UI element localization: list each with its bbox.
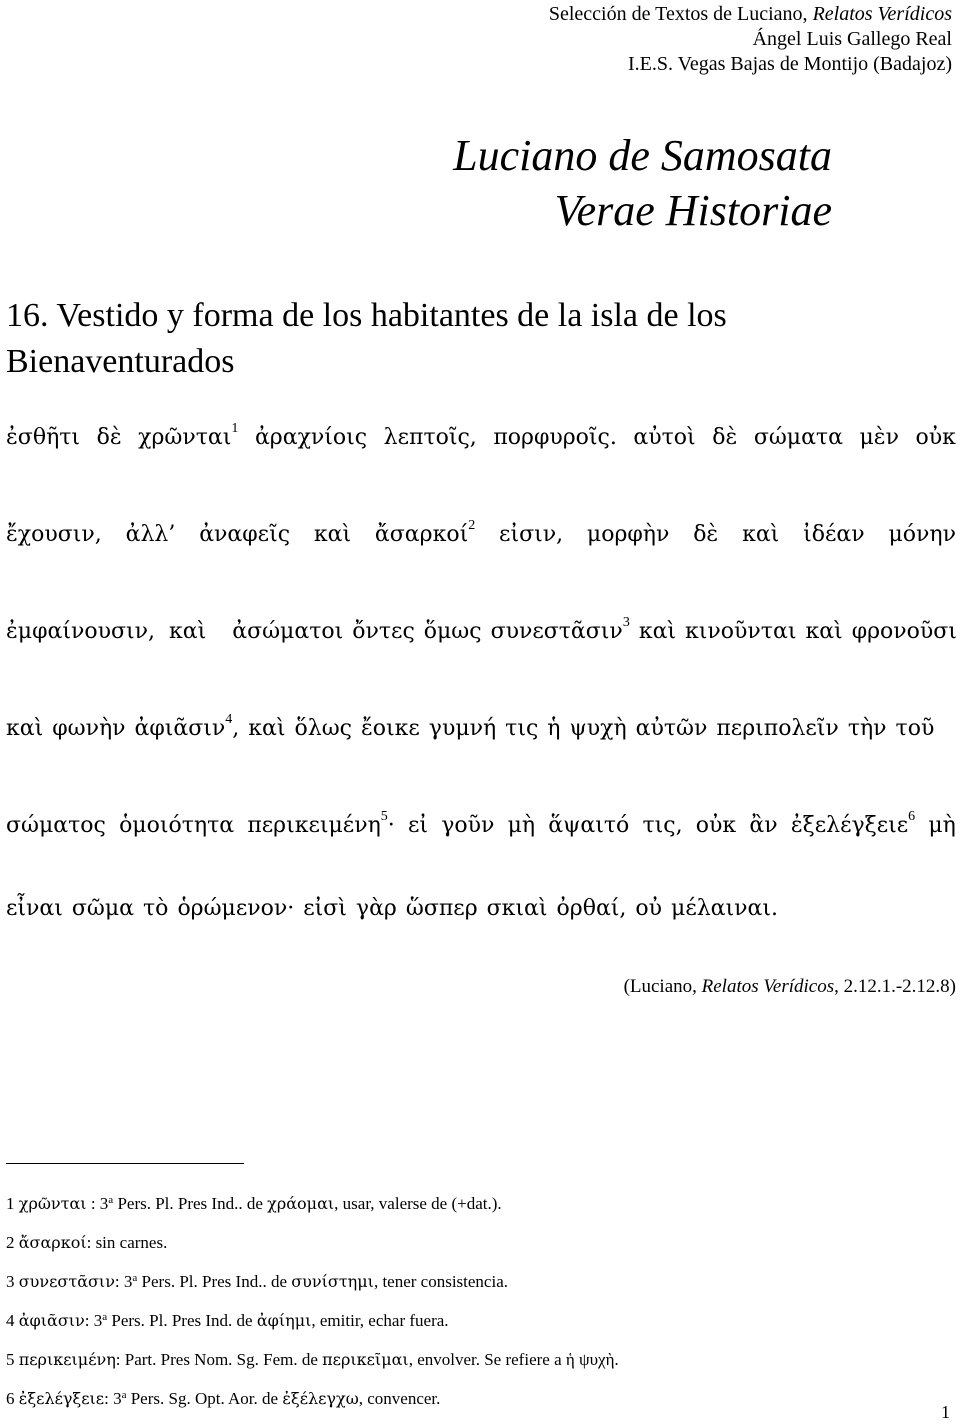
greek-word: σώματος xyxy=(6,813,106,838)
greek-word: καὶ xyxy=(6,716,44,741)
greek-word: ὁμοιότητα xyxy=(119,813,235,838)
footnote-text: , tener consistencia. xyxy=(373,1272,508,1291)
greek-line-1 xyxy=(6,421,956,450)
footnote-ref-3[interactable]: 3 xyxy=(622,615,630,630)
footnote-ordinal: a xyxy=(102,1311,108,1323)
greek-word: ἰδέαν xyxy=(803,522,865,547)
greek-word: εἰ xyxy=(407,813,428,838)
greek-word: μέλαιναι. xyxy=(671,896,779,921)
greek-word xyxy=(134,712,233,741)
greek-word: ἀσώματοι xyxy=(232,619,344,644)
greek-word: οὐκ xyxy=(915,425,956,450)
footnote-ordinal: a xyxy=(132,1272,138,1284)
footnote-1 xyxy=(6,1184,619,1223)
greek-word: ἀραχνίοις xyxy=(254,425,368,450)
greek-word: αὐτῶν xyxy=(635,716,708,741)
title-work: Verae Historiae xyxy=(554,186,832,235)
greek-word: δὲ xyxy=(712,425,738,450)
footnote-term: συνεστᾶσιν xyxy=(18,1272,115,1291)
header-italic-title: Relatos Verídicos xyxy=(812,3,952,25)
greek-word: εἰσιν, xyxy=(499,522,564,547)
footnote-ref-2[interactable]: 2 xyxy=(468,518,476,533)
citation-prefix: (Luciano, xyxy=(623,976,702,997)
footnote-6 xyxy=(6,1379,619,1418)
greek-word: ἅψαιτό xyxy=(548,813,630,838)
citation-reference: , 2.12.1.-2.12.8) xyxy=(834,976,956,997)
footnote-5 xyxy=(6,1340,619,1379)
footnote-text: Pers. Sg. Opt. Aor. de xyxy=(126,1389,283,1408)
greek-word: σῶμα xyxy=(71,896,135,921)
footnote-3 xyxy=(6,1262,619,1301)
footnote-text: : Part. Pres Nom. Sg. Fem. de xyxy=(115,1350,323,1369)
greek-word: εἰσὶ xyxy=(303,896,347,921)
footnote-text: Pers. Pl. Pres Ind.. de xyxy=(113,1194,268,1213)
footnote-lemma: ἀφίημι xyxy=(256,1311,312,1330)
greek-word: τοῦ xyxy=(895,716,935,741)
footnote-number: 6 xyxy=(6,1389,15,1408)
citation-work-title: Relatos Verídicos xyxy=(701,976,835,997)
greek-word: τὸ xyxy=(143,896,169,921)
greek-word: ὀρθαί, xyxy=(556,896,627,921)
greek-word: πορφυροῖς. xyxy=(493,425,617,450)
footnote-text: : 3 xyxy=(86,1194,109,1213)
greek-word-text: χρῶνται xyxy=(138,425,232,450)
greek-word: ὥσπερ xyxy=(405,896,478,921)
greek-word xyxy=(790,809,916,838)
greek-word xyxy=(247,809,395,838)
footnote-text: , convencer. xyxy=(358,1389,441,1408)
greek-word-text: περικειμένη xyxy=(247,813,381,838)
footnote-term: χρῶνται xyxy=(18,1194,87,1213)
greek-word: σώματα xyxy=(753,425,843,450)
greek-word: μὴ xyxy=(507,813,536,838)
greek-word: ἂν xyxy=(749,813,778,838)
footnote-text: , emitir, echar fuera. xyxy=(311,1311,449,1330)
greek-word: ὅμως xyxy=(423,619,482,644)
greek-word: οὐκ xyxy=(695,813,737,838)
greek-word xyxy=(374,518,476,547)
greek-word: γοῦν xyxy=(441,813,495,838)
greek-word: καὶ xyxy=(248,716,286,741)
greek-word: ἐμφαίνουσιν, xyxy=(6,619,155,644)
header-author: Ángel Luis Gallego Real xyxy=(752,28,952,50)
footnote-number: 3 xyxy=(6,1272,15,1291)
greek-word: ὁρώμενον· xyxy=(177,896,295,921)
footnote-text: : 3 xyxy=(114,1272,133,1291)
greek-word-text: ἀφιᾶσιν xyxy=(134,716,226,741)
greek-word: ἀναφεῖς xyxy=(199,522,291,547)
footnote-text: , usar, valerse de (+dat.). xyxy=(334,1194,502,1213)
footnotes-list xyxy=(6,1184,619,1418)
greek-word: καὶ xyxy=(805,619,843,644)
footnote-text: : 3 xyxy=(84,1311,103,1330)
greek-word: περιπολεῖν xyxy=(716,716,839,741)
footnote-term: ἐξελέγξειε xyxy=(18,1389,105,1408)
greek-word: ψυχὴ xyxy=(569,716,627,741)
greek-word: καὶ xyxy=(638,619,677,644)
footnote-lemma: συνίστημι xyxy=(291,1272,374,1291)
greek-word-text: ἄσαρκοί xyxy=(374,522,469,547)
footnote-lemma: περικεῖμαι xyxy=(322,1350,409,1369)
greek-word: ὅλως xyxy=(294,716,352,741)
greek-word: σκιαὶ xyxy=(486,896,548,921)
greek-word: γὰρ xyxy=(355,896,397,921)
greek-word-text: ἐξελέγξειε xyxy=(790,813,909,838)
section-heading: 16. Vestido y forma de los habitantes de la isla de los Bienaventurados xyxy=(6,297,727,380)
greek-word: ὄντες xyxy=(352,619,415,644)
footnote-number: 1 xyxy=(6,1194,15,1213)
greek-word: τις, xyxy=(642,813,683,838)
footnote-4 xyxy=(6,1301,619,1340)
footnote-ref-1[interactable]: 1 xyxy=(231,421,239,436)
source-citation xyxy=(624,975,956,999)
greek-word: καὶ xyxy=(169,619,207,644)
footnote-ordinal: a xyxy=(121,1389,127,1401)
greek-word: ἡ xyxy=(547,716,561,741)
footnote-text: Pers. Pl. Pres Ind. de xyxy=(107,1311,257,1330)
greek-punctuation: , xyxy=(232,716,240,741)
footnote-text: : sin carnes. xyxy=(86,1233,168,1252)
greek-word: φρονοῦσι xyxy=(851,619,957,644)
greek-word: δὲ xyxy=(693,522,719,547)
greek-line-2 xyxy=(6,518,956,547)
greek-word: μὴ xyxy=(928,813,956,838)
footnote-text: , envolver. Se refiere a ἡ ψυχὴ. xyxy=(408,1350,619,1369)
greek-word: ἐσθῆτι xyxy=(6,425,81,450)
footnote-text: Pers. Pl. Pres Ind.. de xyxy=(137,1272,292,1291)
greek-word: οὐ xyxy=(635,896,663,921)
greek-word: καὶ xyxy=(313,522,352,547)
greek-word: τὴν xyxy=(847,716,887,741)
footnote-2 xyxy=(6,1223,619,1262)
footnote-text: : 3 xyxy=(104,1389,122,1408)
greek-word: αὐτοὶ xyxy=(633,425,696,450)
footnote-term: περικειμένη xyxy=(18,1350,116,1369)
footnote-lemma: χράομαι xyxy=(267,1194,335,1213)
greek-line-6 xyxy=(6,896,956,921)
footnote-lemma: ἐξέλεγχω xyxy=(282,1389,359,1408)
footnote-number: 5 xyxy=(6,1350,15,1369)
greek-line-5 xyxy=(6,809,956,838)
greek-line-4 xyxy=(6,712,956,741)
footnote-ordinal: a xyxy=(108,1194,114,1206)
footnote-term: ἀφιᾶσιν xyxy=(18,1311,85,1330)
footnote-ref-5[interactable]: 5 xyxy=(380,809,388,824)
greek-punctuation: · xyxy=(387,813,395,838)
greek-word: γυμνή xyxy=(428,716,497,741)
footnote-separator xyxy=(6,1163,244,1164)
greek-word: δὲ xyxy=(96,425,122,450)
greek-word xyxy=(490,615,630,644)
page-header xyxy=(549,2,952,77)
document-title xyxy=(453,128,832,238)
header-line-1: Selección de Textos de Luciano, Relatos Verídicos xyxy=(548,3,952,25)
title-author: Luciano de Samosata xyxy=(453,131,832,180)
greek-word xyxy=(138,421,239,450)
greek-word: ἀλλ’ xyxy=(125,522,176,547)
greek-word: ἔοικε xyxy=(360,716,420,741)
greek-word: μὲν xyxy=(859,425,899,450)
page-number: 1 xyxy=(941,1402,950,1422)
greek-line-3 xyxy=(6,615,957,644)
greek-word: μορφὴν xyxy=(586,522,670,547)
greek-word: ἔχουσιν, xyxy=(6,522,102,547)
footnote-number: 4 xyxy=(6,1311,15,1330)
footnote-term: ἄσαρκοί xyxy=(18,1233,87,1252)
greek-word: μόνην xyxy=(888,522,956,547)
greek-word-text: συνεστᾶσιν xyxy=(490,619,623,644)
greek-word: λεπτοῖς, xyxy=(383,425,477,450)
footnote-number: 2 xyxy=(6,1233,15,1252)
greek-word: καὶ xyxy=(742,522,780,547)
greek-word: φωνὴν xyxy=(52,716,126,741)
greek-word: κινοῦνται xyxy=(685,619,797,644)
greek-word: τις xyxy=(505,716,539,741)
footnote-ref-6[interactable]: 6 xyxy=(908,809,916,824)
footnote-ref-4[interactable]: 4 xyxy=(225,712,233,727)
header-school: I.E.S. Vegas Bajas de Montijo (Badajoz) xyxy=(627,53,952,75)
greek-word: εἶναι xyxy=(6,896,63,921)
